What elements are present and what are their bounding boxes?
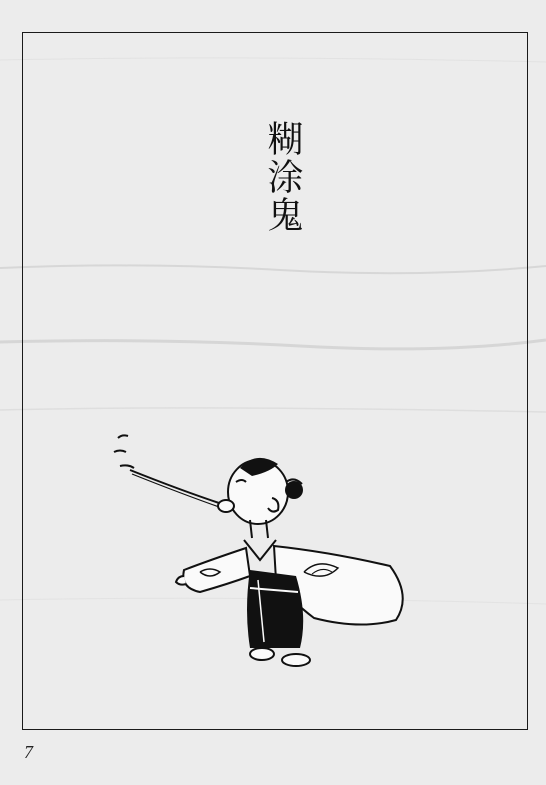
cartoon-figure-icon bbox=[100, 420, 430, 690]
page-title: 糊涂鬼 bbox=[262, 120, 303, 234]
page-number: 7 bbox=[24, 742, 33, 762]
